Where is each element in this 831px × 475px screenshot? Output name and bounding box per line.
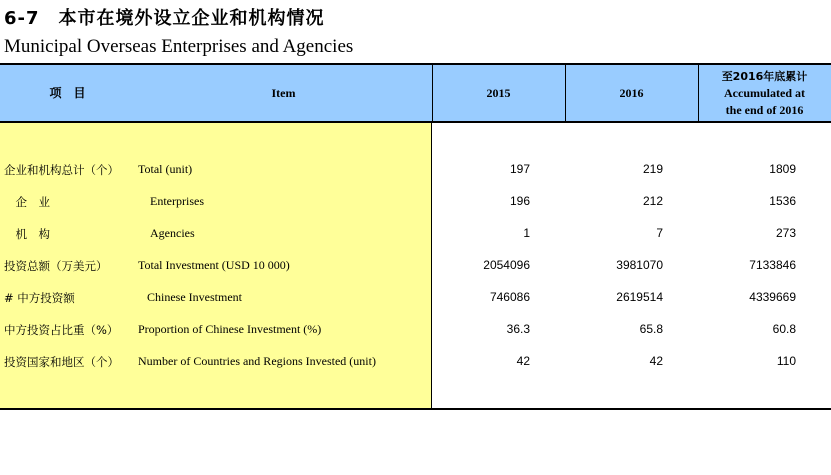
header-divider xyxy=(432,65,433,121)
page-title-en: Municipal Overseas Enterprises and Agencies xyxy=(4,36,354,57)
header-cumulative xyxy=(698,65,831,121)
cell-cumulative: 7133846 xyxy=(749,258,796,272)
cell-2015: 196 xyxy=(509,194,530,208)
header-2016: 2016 xyxy=(619,85,644,100)
row-label-en: Chinese Investment xyxy=(147,290,242,304)
row-label-en: Agencies xyxy=(150,226,195,240)
table-row xyxy=(0,192,831,212)
cell-2015: 1 xyxy=(523,226,530,240)
cell-cumulative: 110 xyxy=(776,354,796,368)
cell-cumulative: 60.8 xyxy=(772,322,796,336)
table-bottom-rule xyxy=(0,408,831,410)
row-label-cn: 企 业 xyxy=(4,195,50,209)
cell-2016: 3981070 xyxy=(616,258,663,272)
cell-2015: 2054096 xyxy=(483,258,530,272)
cell-cumulative: 1536 xyxy=(769,194,796,208)
header-cumulative-en-1: Accumulated at xyxy=(724,85,805,100)
cell-2016: 219 xyxy=(642,162,663,176)
row-label-cn: 企业和机构总计（个） xyxy=(4,163,119,177)
table-header xyxy=(0,63,831,123)
row-label-en: Number of Countries and Regions Invested (unit) xyxy=(138,354,376,368)
cell-2016: 7 xyxy=(656,226,663,240)
row-label-cn: 投资国家和地区（个） xyxy=(4,355,119,369)
table-row xyxy=(0,320,831,340)
row-label-en: Total Investment (USD 10 000) xyxy=(138,258,290,272)
table-row xyxy=(0,224,831,244)
table-row xyxy=(0,288,831,308)
cell-2016: 42 xyxy=(649,354,663,368)
cell-cumulative: 1809 xyxy=(769,162,796,176)
row-label-en: Proportion of Chinese Investment (%) xyxy=(138,322,322,336)
row-label-cn: 投资总额（万美元） xyxy=(4,259,108,273)
table-row xyxy=(0,256,831,276)
statistics-table xyxy=(0,63,831,410)
cell-cumulative: 4339669 xyxy=(749,290,796,304)
cell-cumulative: 273 xyxy=(775,226,796,240)
header-2015: 2015 xyxy=(486,85,511,100)
header-cumulative-cn: 至2016年底累计 xyxy=(721,69,808,83)
header-divider xyxy=(698,65,699,121)
cell-2015: 42 xyxy=(516,354,530,368)
page-title-cn: 6-7 本市在境外设立企业和机构情况 xyxy=(4,8,325,29)
table-row xyxy=(0,160,831,180)
cell-2016: 212 xyxy=(642,194,663,208)
cell-2015: 197 xyxy=(509,162,530,176)
header-cumulative-en-2: the end of 2016 xyxy=(725,102,804,117)
row-label-en: Total (unit) xyxy=(138,162,193,176)
cell-2015: 36.3 xyxy=(506,322,530,336)
row-label-cn: # 中方投资额 xyxy=(4,291,75,305)
cell-2016: 65.8 xyxy=(639,322,663,336)
header-divider xyxy=(565,65,566,121)
row-label-cn: 中方投资占比重（%） xyxy=(4,323,119,337)
cell-2015: 746086 xyxy=(489,290,530,304)
table-row xyxy=(0,352,831,372)
header-item-en: Item xyxy=(271,85,296,100)
header-item-cn: 项 目 xyxy=(49,85,86,100)
row-label-cn: 机 构 xyxy=(4,227,50,241)
cell-2016: 2619514 xyxy=(616,290,663,304)
row-label-en: Enterprises xyxy=(150,194,204,208)
